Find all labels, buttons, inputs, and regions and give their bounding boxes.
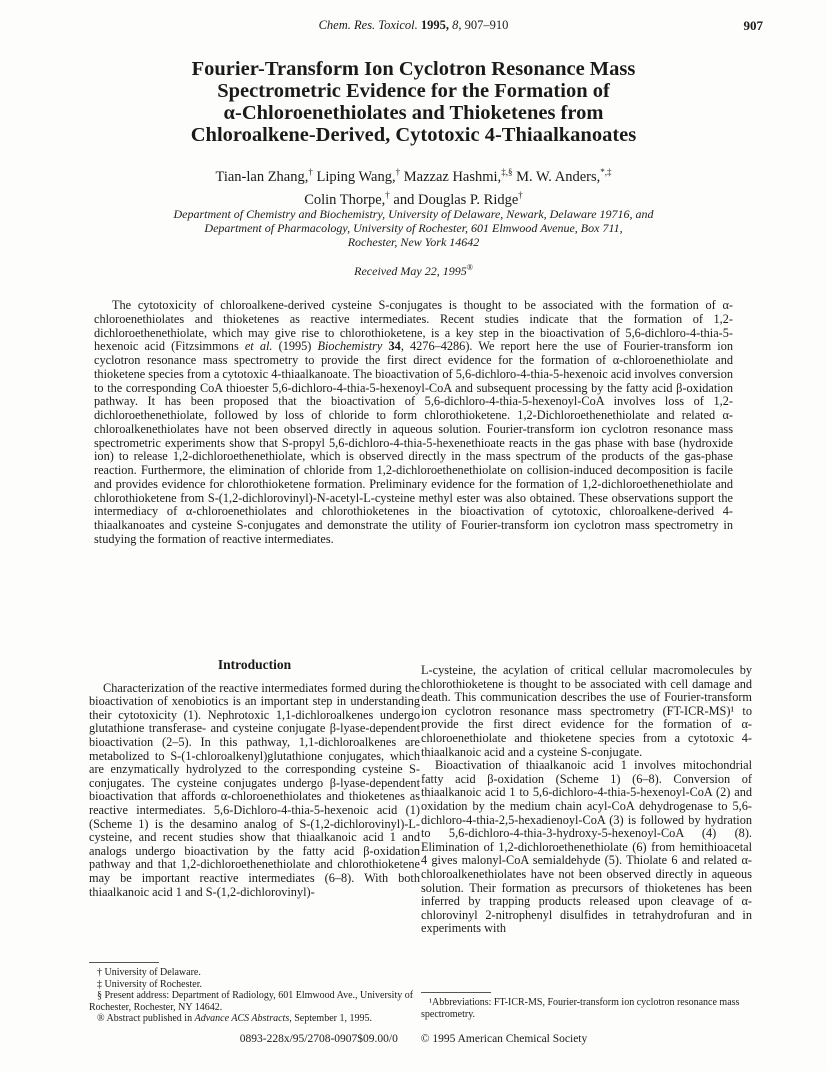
title-line: Spectrometric Evidence for the Formation of xyxy=(217,80,610,102)
received-text: Received May 22, 1995 xyxy=(354,264,467,278)
section-heading: Introduction xyxy=(217,657,292,672)
author-mark: ‡,§ xyxy=(501,167,513,177)
page-number: 907 xyxy=(743,18,763,33)
author-line xyxy=(60,163,767,186)
footnote-rule xyxy=(89,962,159,963)
footnotes xyxy=(89,967,420,1025)
footnote xyxy=(89,1013,420,1025)
abstract xyxy=(94,299,733,547)
affiliation xyxy=(80,207,747,249)
author-mark: † xyxy=(308,167,313,177)
author-name: Tian-lan Zhang, xyxy=(215,168,309,185)
footnote: † University of Delaware. xyxy=(97,967,201,978)
paragraph: Bioactivation of thiaalkanoic acid 1 involves mitochondrial fatty acid β-oxidation (Scheme 1) (6–8). Conversion of thiaalkanoic acid 1 to 5,6-dichloro-4-thia-5-hexenoyl-CoA (2) and oxidation by the medium chain acyl-CoA dehydrogenase to 5,6-dichloro-4-thia-2,5-hexadienoyl-CoA (3) is followed by hydration to 5,6-dichloro-4-thia-3-hydroxy-5-hexenoyl-CoA (4) (8). Elimination of 1,2-dichloroethenethiolate (6) from hemithioacetal 4 gives malonyl-CoA semialdehyde (5). Thiolate 6 and related α-chloroalkenethiolates have not been observed directly in aqueous solution. Their formation as precursors of thioketenes has been inferred by trapping products released upon cleavage of α-chlorovinyl 2-nitrophenyl disulfides in tetrahydrofuran and in experiments with xyxy=(421,758,752,936)
journal-volume: 8, xyxy=(452,18,462,32)
received-mark: ® xyxy=(466,263,473,272)
footnote: § Present address: Department of Radiology, 601 Elmwood Ave., University of Rochester, Rochester, NY 14642. xyxy=(89,990,414,1013)
abbreviation-footnote xyxy=(421,997,752,1020)
left-column xyxy=(89,658,420,899)
abstract-citation-volume: 34 xyxy=(382,339,401,354)
footnote-text: September 1, 1995. xyxy=(291,1013,372,1025)
author-mark: † xyxy=(385,189,390,200)
paragraph: Characterization of the reactive intermediates formed during the bioactivation of xenobiotics is an important step in understanding their cytotoxicity (1). Nephrotoxic 1,1-dichloroalkenes undergo glutathione transferase- and cysteine conjugate β-lyase-dependent bioactivation (2–5). In this pathway, 1,1-dichloroalkenes are metabolized to S-(1-chloroalkenyl)glutathione conjugates, which are enzymatically hydrolyzed to the corresponding cysteine S-conjugates. The cysteine conjugates undergo β-lyase-dependent bioactivation that affords α-chloroenethiolates and thioketenes as reactive intermediates. 5,6-Dichloro-4-thia-5-hexenoic acid (1) (Scheme 1) is the desamino analog of S-(1,2-dichlorovinyl)-L-cysteine, and recent studies show that thiaalkanoic acid 1 and analogs undergo bioactivation by the fatty acid β-oxidation pathway and that 1,2-dichloroethenethiolate and chlorothioketene may be important reactive intermediates (6–8). With both thiaalkanoic acid 1 and S-(1,2-dichlorovinyl)- xyxy=(89,680,420,899)
journal-year: 1995, xyxy=(420,18,450,32)
author-name: Liping Wang, xyxy=(312,168,396,185)
footnote-rule xyxy=(421,992,491,993)
footnote-text: ® Abstract published in xyxy=(97,1013,195,1025)
abstract-etal: et al. xyxy=(244,339,273,354)
author-name: M. W. Anders, xyxy=(512,168,601,185)
footnote: ‡ University of Rochester. xyxy=(97,978,202,990)
author-list xyxy=(60,163,767,209)
running-head xyxy=(0,18,827,38)
copyright: © 1995 American Chemical Society xyxy=(420,1033,588,1045)
article-code: 0893-228x/95/2708-0907$09.00/0 xyxy=(239,1033,398,1045)
abstract-text: (1995) xyxy=(272,339,318,354)
title-line: Fourier-Transform Ion Cyclotron Resonance Mass xyxy=(191,58,636,80)
abstract-text: , 4276–4286). We report here the use of Fourier-transform ion cyclotron resonance mass spectrometry to provide the first direct evidence for the formation of α-chloroenethiolate and thioketene species from a cytotoxic 4-thiaalkanoate. The bioactivation of 5,6-dichloro-4-thia-5-hexenoic acid involves conversion to the corresponding CoA thioester 5,6-dichloro-4-thia-5-hexenoyl-CoA and subsequent processing by the fatty acid β-oxidation pathway. It has been proposed that the bioactivation of 5,6-dichloro-4-thia-5-hexenoyl-CoA involves loss of 1,2-dichloroethenethiolate, followed by loss of chloride to form chlorothioketene. 1,2-Dichloroethenethiolate and related α-chloroalkenethiolates have not been observed directly in aqueous solution. Fourier-transform ion cyclotron resonance mass spectrometric experiments show that S-propyl 5,6-dichloro-4-thia-5-hexenethioate reacts in the gas phase with base (hydroxide ion) to release 1,2-dichloroethenethiolate, which is observed directly in the mass spectrum of the products of the gas-phase reaction. Furthermore, the elimination of chloride from 1,2-dichloroethenethiolate on collision-induced decomposition is facile and provides evidence for chlorothioketene formation. Preliminary evidence for the formation of 1,2-dichloroethenethiolate and chlorothioketene from S-(1,2-dichlorovinyl)-N-acetyl-L-cysteine methyl ester was also obtained. These observations support the intermediacy of α-chloroenethiolates and chlorothioketenes in the bioactivation of cytotoxic, chloroalkene-derived 4-thiaalkanoates and cysteine S-conjugates and demonstrate the utility of Fourier-transform ion cyclotron mass spectrometry in studying the formation of reactive intermediates. xyxy=(94,339,734,546)
affiliation-line: Rochester, New York 14642 xyxy=(347,235,480,249)
running-journal xyxy=(0,18,827,33)
abstract-text: The cytotoxicity of chloroalkene-derived cysteine S-conjugates is thought to be associated with the formation of α-chloroenethiolates and thioketenes as reactive intermediates. Recent studies indicate that the formation of 1,2-dichloroethenethiolate, which may give rise to chlorothioketene, is a key step in the bioactivation of 5,6-dichloro-4-thia-5-hexenoic acid (Fitzsimmons xyxy=(94,298,733,354)
title-line: Chloroalkene-Derived, Cytotoxic 4-Thiaalkanoates xyxy=(190,124,637,146)
footnote-text: Advance ACS Abstracts, xyxy=(194,1013,292,1025)
journal-name: Chem. Res. Toxicol. xyxy=(318,18,418,32)
paragraph: L-cysteine, the acylation of critical cellular macromolecules by chlorothioketene is thought to be associated with cell damage and death. This communication describes the use of Fourier-transform ion cyclotron resonance mass spectrometry (FT-ICR-MS)¹ to provide the first direct evidence for the formation of α-chloroenethiolate and thioketene species from a cytotoxic 4-thiaalkanoic acid and a cysteine S-conjugate. xyxy=(421,663,752,759)
author-name: Colin Thorpe, xyxy=(304,191,386,208)
author-line xyxy=(60,186,767,209)
title-line: α-Chloroenethiolates and Thioketenes from xyxy=(223,102,604,124)
right-column xyxy=(421,664,752,936)
abstract-citation-journal: Biochemistry xyxy=(317,339,383,354)
received-date xyxy=(60,263,767,279)
journal-pages: 907–910 xyxy=(464,18,509,32)
author-mark: † xyxy=(395,167,401,177)
affiliation-line: Department of Chemistry and Biochemistry, University of Delaware, Newark, Delaware 19716, and xyxy=(173,207,654,221)
author-name: Mazzaz Hashmi, xyxy=(400,168,502,185)
page-footer xyxy=(0,1033,827,1045)
author-mark: † xyxy=(518,189,523,200)
affiliation-line: Department of Pharmacology, University of Rochester, 601 Elmwood Avenue, Box 711, xyxy=(204,221,623,235)
author-mark: *,‡ xyxy=(600,167,612,177)
article-title xyxy=(60,58,767,146)
footnote: ¹Abbreviations: FT-ICR-MS, Fourier-transform ion cyclotron resonance mass spectrometry. xyxy=(421,997,740,1020)
author-name: and Douglas P. Ridge xyxy=(389,191,519,208)
